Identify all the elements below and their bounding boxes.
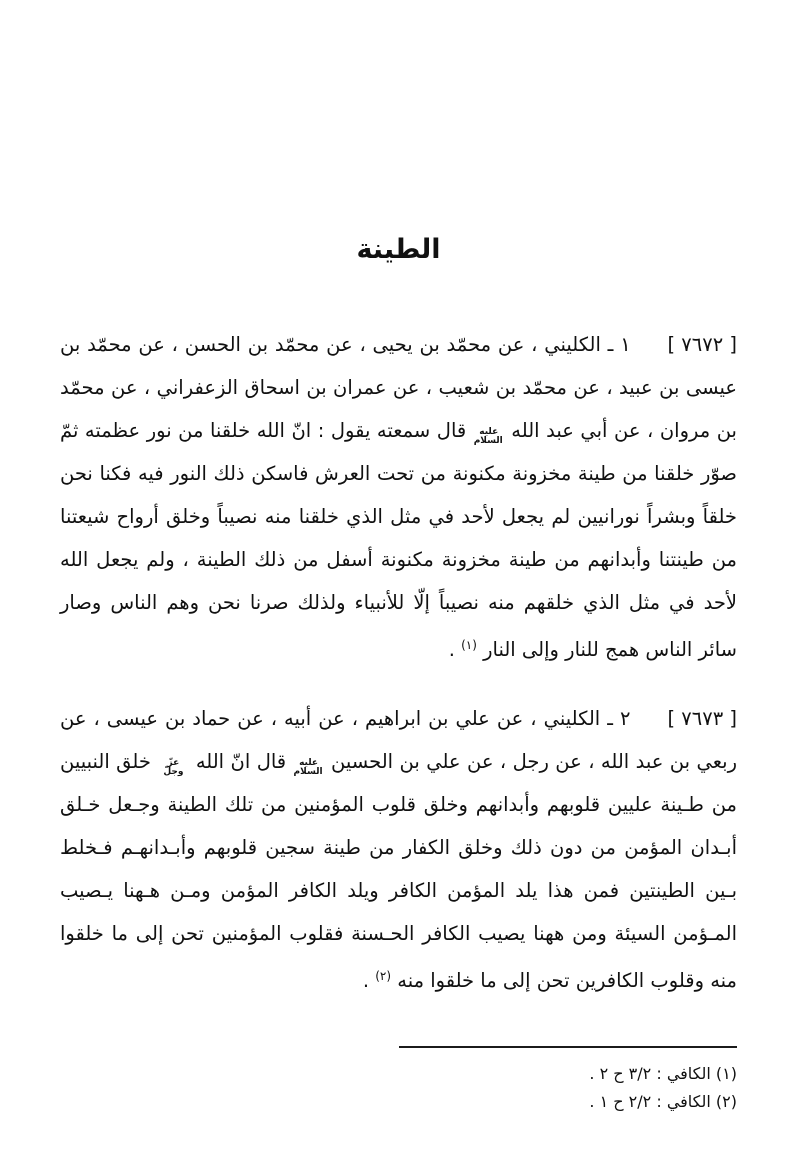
- hadith-2-ref-number: [ ٧٦٧٣ ]: [667, 707, 737, 730]
- hadith-2-matn-part2: خلق النبيين من طـينة عليين قلوبهم وأبدانهم وخلق قلوب المؤمنين من تلك الطينة وجـعل خـلق أبـدان المؤمن من دون ذلك وخلق الكفار من طينة سجين قلوبهم وأبـدانهـم فـخلط بـين الطينتين فمن هذا يلد المؤمن الكافر ويلد الكافر المؤمن ومـن هـهنا يـصيب المـؤمن السيئة ومن ههنا يصيب الكافر الحـسنة فقلوب المؤمنين تحن إلى ما خلقوا منه وقلوب الكافرين تحن إلى ما خلقوا منه: [60, 750, 737, 992]
- honorific-azza-wa-jall-mark: عزّ وجلّ: [163, 757, 184, 777]
- honorific-alayhi-salam-mark: عليه السلام: [473, 426, 503, 446]
- hadith-1: [60, 323, 737, 671]
- hadith-1-end-punct: .: [448, 638, 455, 661]
- hadith-1-matn: قال سمعته يقول : انّ الله خلقنا من نور عظمته ثمّ صوّر خلقنا من طينة مخزونة مكنونة من تحت العرش فاسكن ذلك النور فيه فكنا نحن خلقاً وبشراً نورانيين لم يجعل لأحد في مثل الذي خلقنا منه نصيباً وخلق أرواح شيعتنا من طينتنا وأبدانهم من طينة مخزونة مكنونة أسفل من ذلك الطينة ، ولم يجعل الله لأحد في مثل الذي خلقهم منه نصيباً إلّا للأنبياء ولذلك صرنا نحن وهم الناس وصار سائر الناس همج للنار وإلى النار: [60, 419, 737, 661]
- body-text: [60, 265, 737, 1002]
- footnote-1: (١) الكافي : ٣/٢ ح ٢ .: [589, 1064, 737, 1083]
- footnote-marker-1: (١): [461, 638, 477, 652]
- footnotes-list: [60, 1048, 737, 1116]
- hadith-2-sanad: ٢ ـ الكليني ، عن علي بن ابراهيم ، عن أبيه ، عن حماد بن عيسى ، عن ربعي بن عبد الله ، عن رجل ، عن علي بن الحسين: [60, 707, 738, 773]
- hadith-1-ref-number: [ ٧٦٧٢ ]: [667, 333, 738, 356]
- footnote-marker-2: (٢): [375, 969, 392, 983]
- page-title: الطينة: [356, 234, 441, 265]
- footnote-area: [60, 1046, 737, 1116]
- honorific-alayhi-salam-mark: عليه السلام: [293, 757, 323, 777]
- hadith-1-sanad: ١ ـ الكليني ، عن محمّد بن يحيى ، عن محمّد بن الحسن ، عن محمّد بن عيسى بن عبيد ، عن محمّد بن شعيب ، عن عمران بن اسحاق الزعفراني ، عن محمّد بن مروان ، عن أبي عبد الله: [60, 333, 737, 442]
- hadith-2-matn-part1: قال انّ الله: [195, 750, 287, 773]
- hadith-2: [60, 697, 737, 1002]
- hadith-2-end-punct: .: [362, 969, 370, 992]
- footnote-2: (٢) الكافي : ٢/٢ ح ١ .: [589, 1092, 737, 1111]
